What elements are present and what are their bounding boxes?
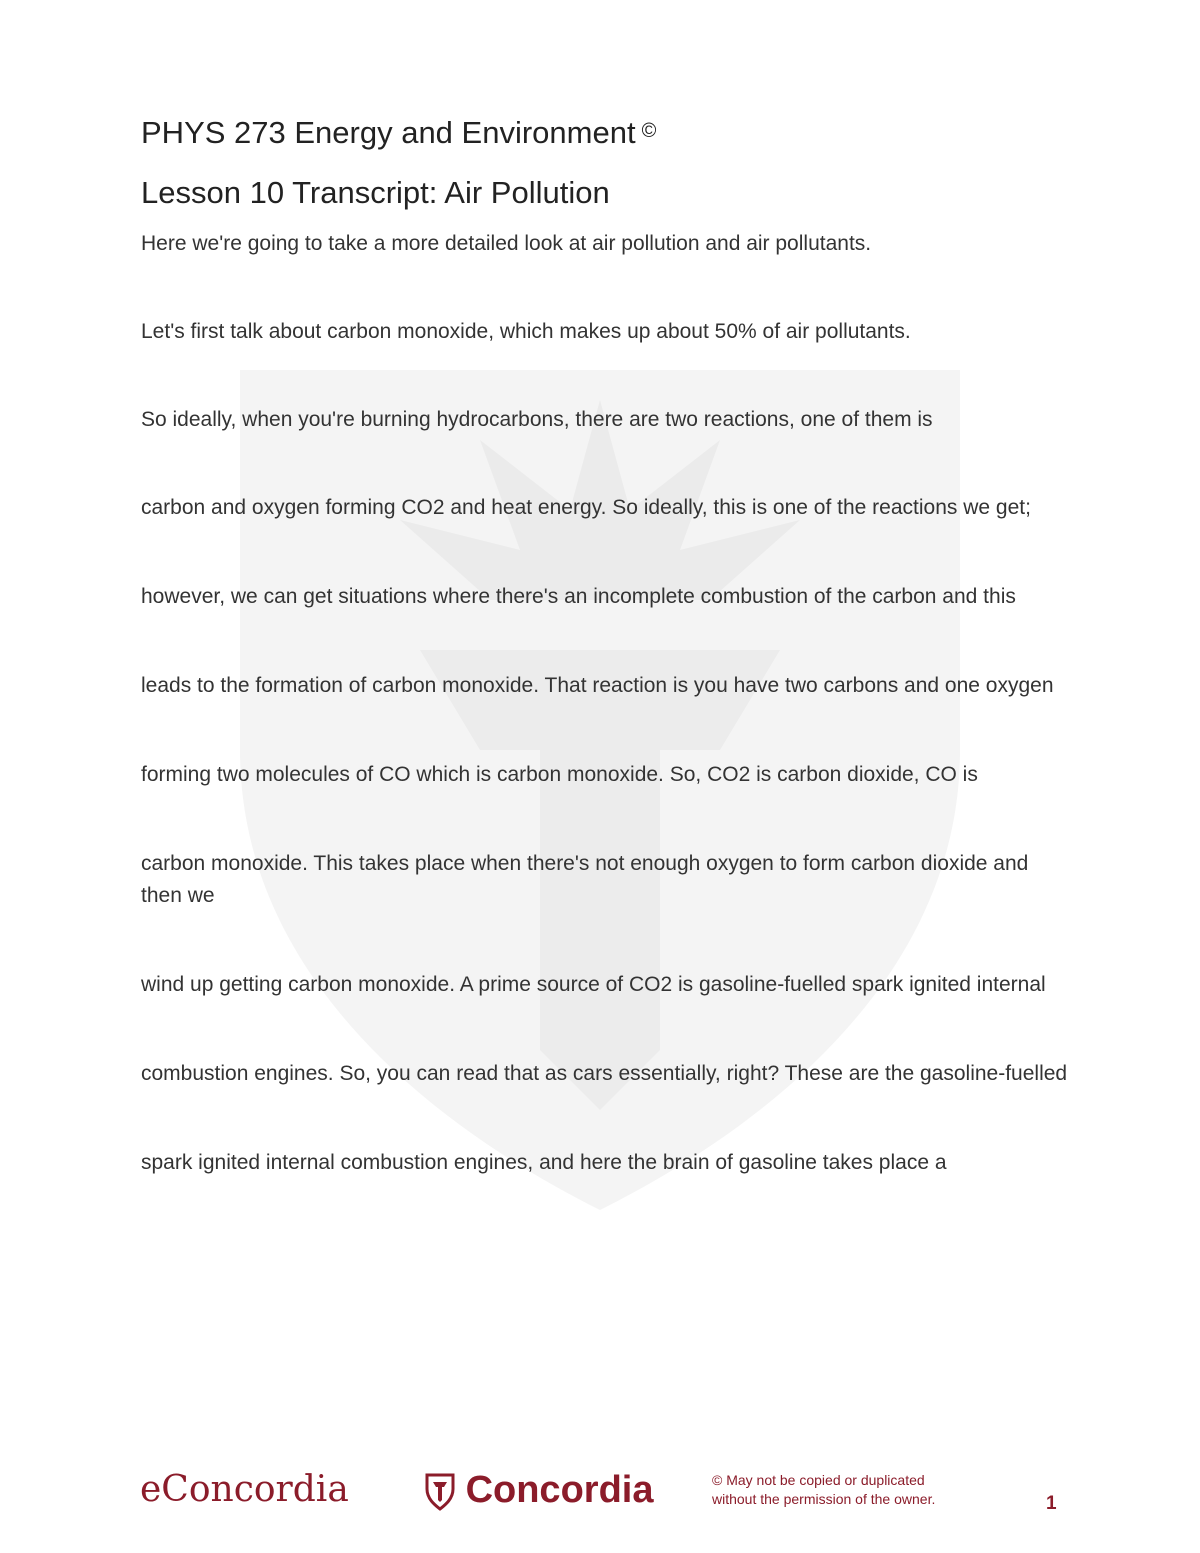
copyright-notice-line1: © May not be copied or duplicated	[712, 1472, 925, 1488]
page-number: 1	[1046, 1493, 1057, 1514]
paragraph: Let's first talk about carbon monoxide, which makes up about 50% of air pollutants.	[141, 320, 911, 343]
concordia-logo-text: Concordia	[465, 1469, 654, 1511]
paragraph: combustion engines. So, you can read that as cars essentially, right? These are the gasoline-fuelled	[141, 1062, 1068, 1085]
paragraph: spark ignited internal combustion engines, and here the brain of gasoline takes place a	[141, 1151, 947, 1174]
concordia-logo	[425, 1465, 653, 1515]
paragraph: Here we're going to take a more detailed look at air pollution and air pollutants.	[141, 232, 872, 255]
paragraph: forming two molecules of CO which is carbon monoxide. So, CO2 is carbon dioxide, CO is	[141, 763, 978, 786]
econcordia-logo-text: eConcordia	[140, 1469, 349, 1510]
paragraph: carbon monoxide. This takes place when there's not enough oxygen to form carbon dioxide and then we	[141, 852, 1029, 907]
econcordia-logo	[140, 1465, 349, 1515]
copyright-notice	[712, 1471, 935, 1509]
paragraph: leads to the formation of carbon monoxide. That reaction is you have two carbons and one oxygen	[141, 674, 1054, 697]
lesson-title: Lesson 10 Transcript: Air Pollution	[141, 175, 610, 210]
transcript-body	[141, 108, 1071, 1179]
paragraph: however, we can get situations where there's an incomplete combustion of the carbon and this	[141, 585, 1016, 608]
course-title-text: PHYS 273 Energy and Environment	[141, 115, 636, 150]
concordia-shield-icon	[425, 1473, 455, 1511]
paragraph: So ideally, when you're burning hydrocarbons, there are two reactions, one of them is	[141, 408, 933, 431]
copyright-notice-line2: without the permission of the owner.	[712, 1491, 936, 1507]
paragraph: carbon and oxygen forming CO2 and heat energy. So ideally, this is one of the reactions we get;	[141, 496, 1031, 519]
course-title	[141, 108, 1071, 156]
page-footer	[0, 1465, 1200, 1525]
paragraph: wind up getting carbon monoxide. A prime source of CO2 is gasoline-fuelled spark ignited internal	[141, 973, 1046, 996]
copyright-symbol: ©	[641, 120, 657, 142]
